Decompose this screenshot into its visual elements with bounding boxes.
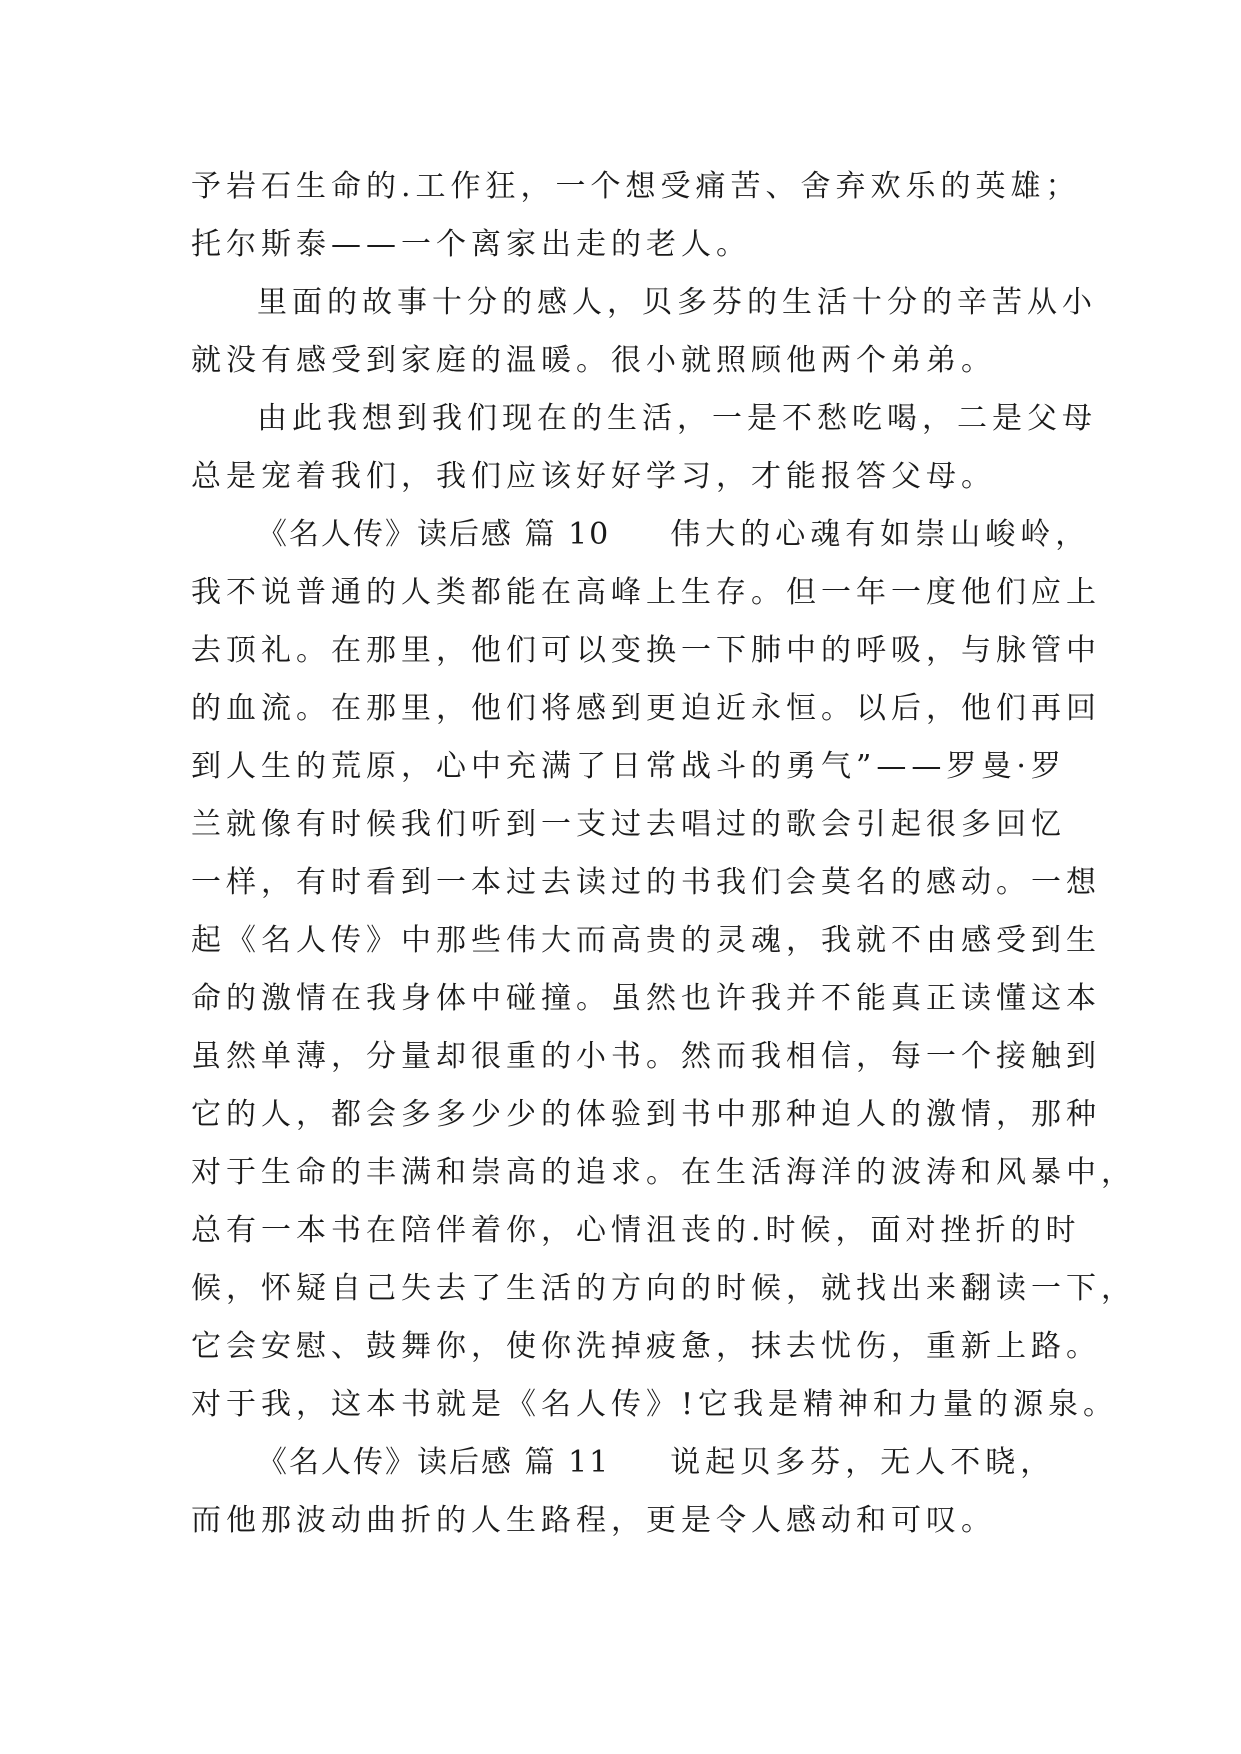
text-line: 起《名人传》中那些伟大而高贵的灵魂，我就不由感受到生 (191, 923, 1101, 958)
text-line: 去顶礼。在那里，他们可以变换一下肺中的呼吸，与脉管中 (191, 633, 1101, 668)
text-line: 总有一本书在陪伴着你，心情沮丧的.时候，面对挫折的时 (191, 1213, 1081, 1248)
text-line: 就没有感受到家庭的温暖。很小就照顾他两个弟弟。 (191, 343, 996, 378)
section-11-heading-line (191, 1434, 1071, 1492)
text-line: 到人生的荒原，心中充满了日常战斗的勇气”——罗曼·罗 (191, 749, 1066, 784)
document-body (191, 158, 1136, 1550)
text-line: 候，怀疑自己失去了生活的方向的时候，就找出来翻读一下， (191, 1271, 1136, 1306)
section-11-title: 《名人传》读后感 篇 11 (257, 1445, 611, 1480)
text-line: 我不说普通的人类都能在高峰上生存。但一年一度他们应上 (191, 575, 1101, 610)
section-10-heading-line (191, 506, 1091, 564)
text-line: 而他那波动曲折的人生路程，更是令人感动和可叹。 (191, 1503, 996, 1538)
paragraph-line: 里面的故事十分的感人，贝多芬的生活十分的辛苦从小 (257, 285, 1097, 320)
text-line: 予岩石生命的.工作狂，一个想受痛苦、舍弃欢乐的英雄； (191, 169, 1081, 204)
text-line: 命的激情在我身体中碰撞。虽然也许我并不能真正读懂这本 (191, 981, 1101, 1016)
text-line: 虽然单薄，分量却很重的小书。然而我相信，每一个接触到 (191, 1039, 1101, 1074)
text-line: 它会安慰、鼓舞你，使你洗掉疲惫，抹去忧伤，重新上路。 (191, 1329, 1101, 1364)
text-line: 托尔斯泰——一个离家出走的老人。 (191, 227, 751, 262)
paragraph-line: 由此我想到我们现在的生活，一是不愁吃喝，二是父母 (257, 401, 1097, 436)
text-line: 的血流。在那里，他们将感到更迫近永恒。以后，他们再回 (191, 691, 1101, 726)
text-line: 一样，有时看到一本过去读过的书我们会莫名的感动。一想 (191, 865, 1101, 900)
text-line: 对于我，这本书就是《名人传》!它我是精神和力量的源泉。 (191, 1387, 1119, 1422)
section-10-first-line: 伟大的心魂有如崇山峻岭， (670, 517, 1091, 552)
section-10-title: 《名人传》读后感 篇 10 (257, 517, 611, 552)
text-line: 对于生命的丰满和崇高的追求。在生活海洋的波涛和风暴中， (191, 1155, 1136, 1190)
text-line: 它的人，都会多多少少的体验到书中那种迫人的激情，那种 (191, 1097, 1101, 1132)
section-11-first-line: 说起贝多芬，无人不晓， (670, 1445, 1056, 1480)
text-line: 总是宠着我们，我们应该好好学习，才能报答父母。 (191, 459, 996, 494)
text-line: 兰就像有时候我们听到一支过去唱过的歌会引起很多回忆 (191, 807, 1066, 842)
